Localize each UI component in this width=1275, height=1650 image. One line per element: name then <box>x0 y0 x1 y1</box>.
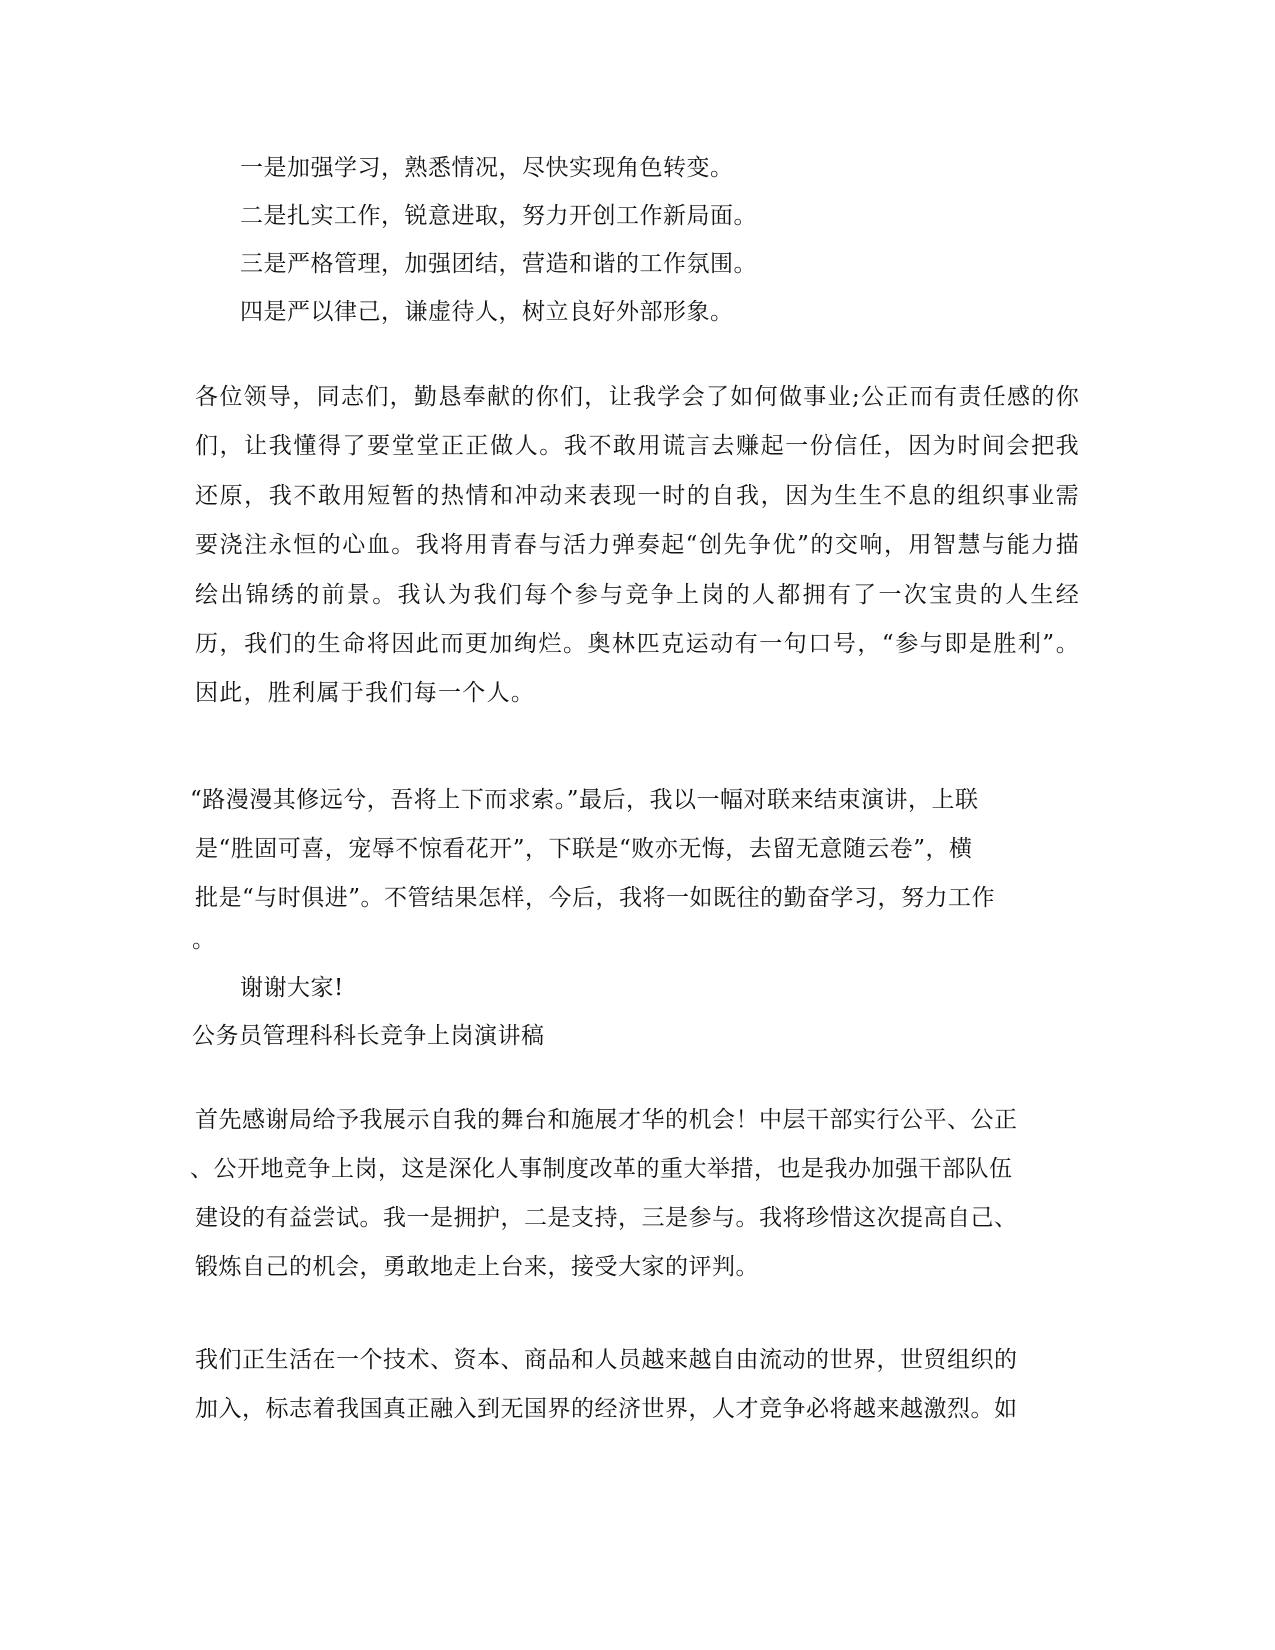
paragraph-line: 建设的有益尝试。我一是拥护，二是支持，三是参与。我将珍惜这次提高自己、 <box>195 1205 1018 1231</box>
paragraph-line: 。 <box>192 927 216 953</box>
paragraph-line: 我们正生活在一个技术、资本、商品和人员越来越自由流动的世界，世贸组织的 <box>195 1347 1018 1373</box>
list-item: 四是严以律己，谦虚待人，树立良好外部形象。 <box>240 299 734 325</box>
thanks-line: 谢谢大家! <box>240 975 344 1001</box>
paragraph-line: 锻炼自己的机会，勇敢地走上台来，接受大家的评判。 <box>195 1254 759 1280</box>
paragraph-line: 、公开地竞争上岗，这是深化人事制度改革的重大举措，也是我办加强干部队伍 <box>190 1156 1013 1182</box>
paragraph-line: 加入，标志着我国真正融入到无国界的经济世界，人才竞争必将越来越激烈。如 <box>195 1396 1018 1422</box>
paragraph-line: 批是“与时俱进”。不管结果怎样，今后，我将一如既往的勤奋学习，努力工作 <box>195 885 996 911</box>
paragraph-line: “路漫漫其修远兮，吾将上下而求索。”最后，我以一幅对联来结束演讲，上联 <box>190 787 979 813</box>
paragraph-leaders: 各位领导，同志们，勤恳奉献的你们，让我学会了如何做事业;公正而有责任感的你们，让我懂得了要堂堂正正做人。我不敢用谎言去赚起一份信任，因为时间会把我还原，我不敢用短暂的热情和冲动来表现一时的自我，因为生生不息的组织事业需要浇注永恒的心血。我将用青春与活力弹奏起“创先争优”的交响，用智慧与能力描绘出锦绣的前景。我认为我们每个参与竞争上岗的人都拥有了一次宝贵的人生经历，我们的生命将因此而更加绚烂。奥林匹克运动有一句口号，“参与即是胜利”。因此，胜利属于我们每一个人。 <box>195 384 1080 707</box>
paragraph-line: 是“胜固可喜，宠辱不惊看花开”，下联是“败亦无悔，去留无意随云卷”，横 <box>195 836 973 862</box>
paragraph-line: 首先感谢局给予我展示自我的舞台和施展才华的机会！中层干部实行公平、公正 <box>195 1107 1018 1133</box>
list-item: 二是扎实工作，锐意进取，努力开创工作新局面。 <box>240 203 757 229</box>
list-item: 一是加强学习，熟悉情况，尽快实现角色转变。 <box>240 155 734 181</box>
list-item: 三是严格管理，加强团结，营造和谐的工作氛围。 <box>240 251 757 277</box>
section-title: 公务员管理科科长竞争上岗演讲稿 <box>192 1023 545 1049</box>
